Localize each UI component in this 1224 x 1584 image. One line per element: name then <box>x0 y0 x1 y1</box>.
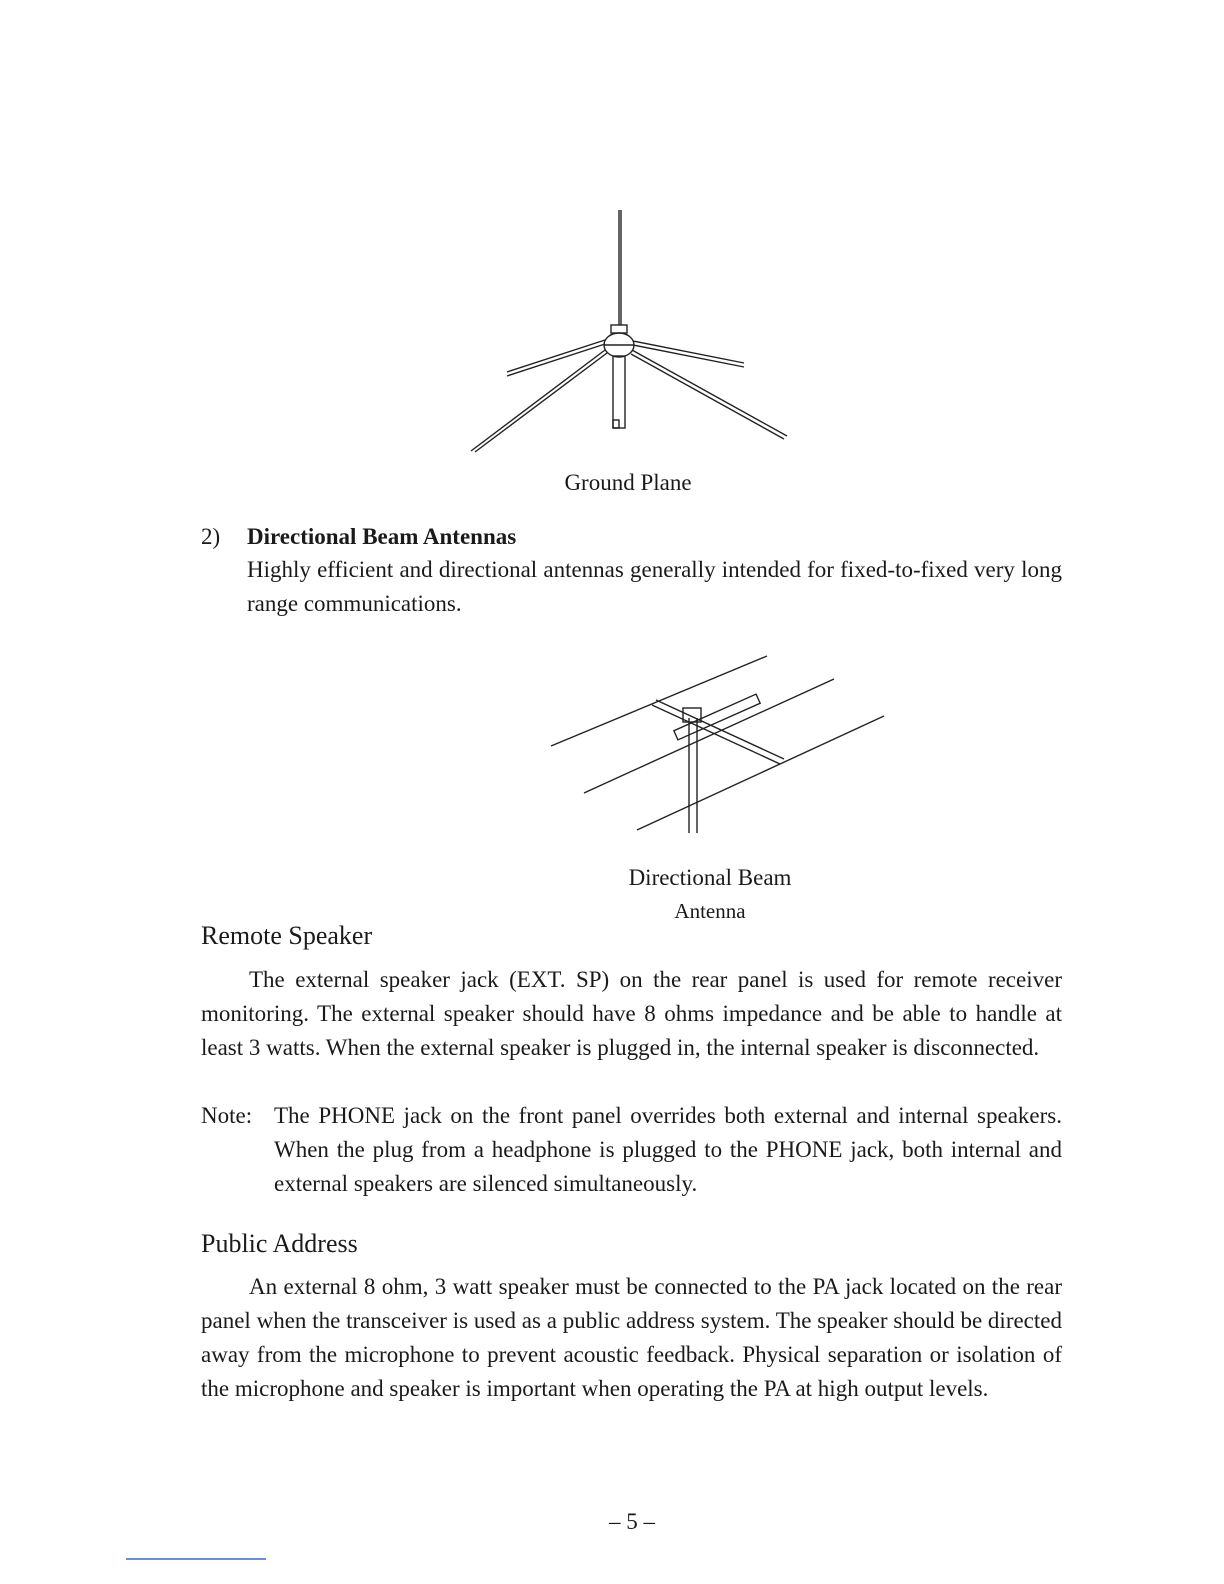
ground-plane-caption: Ground Plane <box>564 470 692 495</box>
beam-caption-line2: Antenna <box>674 899 746 923</box>
note-label: Note: <box>201 1103 253 1128</box>
section-body: Highly efficient and directional antennas generally intended for fixed-to-fixed very long range communications. <box>247 557 1062 616</box>
page-number: – 5 – <box>609 1509 655 1534</box>
public-address-paragraph: An external 8 ohm, 3 watt speaker must be connected to the PA jack located on the rear panel when the transceiver is used as a public address system. The speaker should be directed away from the microphone to prevent acoustic feedback. Physical separation or isolation of the microphone and speaker is important when operating the PA at high output levels. <box>201 1274 1062 1401</box>
section-title: Directional Beam Antennas <box>247 524 517 549</box>
note-text: The PHONE jack on the front panel overrides both external and internal speakers. When the plug from a headphone is plugged to the PHONE jack, both internal and external speakers are silenced simultaneously. <box>274 1103 1062 1196</box>
beam-caption-line1: Directional Beam <box>628 865 792 890</box>
bottom-rule <box>126 1558 266 1560</box>
remote-speaker-heading: Remote Speaker <box>201 921 373 950</box>
remote-speaker-paragraph: The external speaker jack (EXT. SP) on the rear panel is used for remote receiver monitoring. The external speaker should have 8 ohms impedance and be able to handle at least 3 watts. When the external speaker is plugged in, the internal speaker is disconnected. <box>201 967 1062 1060</box>
public-address-heading: Public Address <box>201 1229 358 1258</box>
section-number: 2) <box>201 524 221 549</box>
